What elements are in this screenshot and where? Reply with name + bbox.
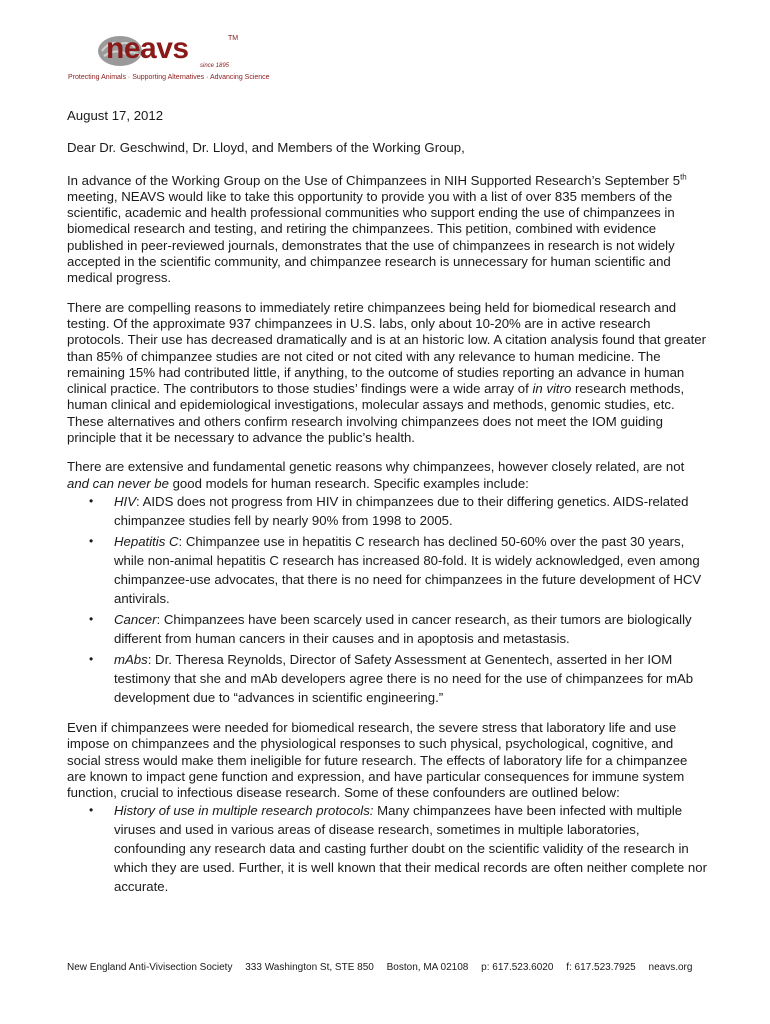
paragraph-2-text-a: There are compelling reasons to immediately retire chimpanzees being held for biomedical research and testing. Of the approximate 937 chimpanzees in U.S. labs, only about 10-20% are in active research protocols. Their use has decreased dramatically and is at an historic low. A citation analysis found that greater than 85% of chimpanzee studies are not cited or not cited with any relevance to human medicine. The remaining 15% had contributed little, if anything, to the outcome of studies reporting an advance in human clinical practice. The contributors to those studies’ findings were a wide array of	[67, 299, 706, 397]
confounders-list	[67, 801, 707, 896]
footer-fax: f: 617.523.7925	[566, 962, 636, 973]
paragraph-3	[67, 459, 707, 492]
list-item-text: Many chimpanzees have been infected with multiple viruses and used in various areas of disease research, sometimes in multiple laboratories, confounding any research data and casting further doubt on the scientific validity of the research in which they are used. Further, it is well known that their medical records are often neither complete nor accurate.	[114, 803, 707, 895]
logo-trademark: TM	[228, 35, 239, 42]
footer-phone: p: 617.523.6020	[481, 962, 554, 973]
list-item	[67, 801, 707, 896]
salutation: Dear Dr. Geschwind, Dr. Lloyd, and Members of the Working Group,	[67, 140, 465, 156]
paragraph-3-text-b: good models for human research. Specific examples include:	[168, 475, 529, 491]
logo-tagline: Protecting Animals · Supporting Alternatives · Advancing Science	[68, 74, 270, 81]
list-item	[67, 650, 707, 707]
list-item-label: History of use in multiple research protocols:	[114, 803, 374, 819]
letterhead-footer	[67, 962, 707, 973]
list-item-text: : Chimpanzee use in hepatitis C research has declined 50-60% over the past 30 years, while non-animal hepatitis C research has increased 80-fold. It is widely acknowledged, even among chimpanzee-use advocates, that there is no need for chimpanzees in the future development of HCV antivirals.	[114, 533, 702, 606]
ordinal-suffix: th	[680, 172, 687, 182]
footer-address: 333 Washington St, STE 850	[245, 962, 374, 973]
list-item-label: mAbs	[114, 651, 148, 667]
list-item	[67, 532, 707, 608]
list-item-text: : AIDS does not progress from HIV in chimpanzees due to their differing genetics. AIDS-related chimpanzee studies fell by nearly 90% from 1998 to 2005.	[114, 493, 689, 528]
footer-city: Boston, MA 02108	[386, 962, 469, 973]
footer-org: New England Anti-Vivisection Society	[67, 962, 233, 973]
paragraph-3-text-a: There are extensive and fundamental genetic reasons why chimpanzees, however closely related, are not	[67, 459, 685, 475]
logo-wordmark: neavs	[106, 32, 189, 65]
paragraph-2-text-b: research methods, human clinical and epidemiological investigations, molecular assays and methods, genomic studies, etc. These alternatives and others confirm research involving chimpanzees does not meet the IOM guiding principle that it be necessary to advance the public’s health.	[67, 381, 685, 446]
paragraph-1-text-a: In advance of the Working Group on the Use of Chimpanzees in NIH Supported Research’s September 5	[67, 172, 681, 188]
genetic-examples-list	[67, 492, 707, 707]
logo-since: since 1895	[200, 63, 230, 69]
list-item-text: : Chimpanzees have been scarcely used in cancer research, as their tumors are biologically different from human cancers in their causes and in apoptosis and metastasis.	[114, 611, 692, 646]
paragraph-2-italic: in vitro	[532, 381, 572, 397]
paragraph-1-text-b: meeting, NEAVS would like to take this opportunity to provide you with a list of over 835 members of the scientific, academic and health professional communities who support ending the use of chimpanzees in biomedical research and testing, and retiring the chimpanzees. This petition, combined with evidence published in peer-reviewed journals, demonstrates that the use of chimpanzees in research is not widely accepted in the scientific community, and chimpanzee research is unnecessary for human scientific and medical progress.	[67, 188, 675, 286]
neavs-logo	[68, 30, 278, 88]
list-item-label: Hepatitis C	[114, 533, 179, 549]
paragraph-2	[67, 300, 707, 447]
paragraph-3-italic: and can never be	[67, 475, 169, 491]
paragraph-4: Even if chimpanzees were needed for biomedical research, the severe stress that laboratory life and use impose on chimpanzees and the physiological responses to such physical, psychological, cognitive, and social stress would make them ineligible for future research. The effects of laboratory life for a chimpanzee are known to impact gene function and expression, and have particular consequences for immune system function, crucial to infectious disease research. Some of these confounders are outlined below:	[67, 719, 688, 801]
list-item-text: : Dr. Theresa Reynolds, Director of Safety Assessment at Genentech, asserted in her IOM testimony that she and mAb developers agree there is no need for the use of chimpanzees for mAb development due to “advances in scientific engineering.”	[114, 651, 694, 705]
paragraph-1	[67, 173, 707, 287]
list-item-label: Cancer	[114, 611, 157, 627]
list-item	[67, 610, 707, 648]
letter-date: August 17, 2012	[67, 108, 164, 123]
list-item-label: HIV	[114, 493, 136, 509]
footer-website[interactable]: neavs.org	[648, 962, 693, 973]
letter-body	[67, 108, 707, 909]
list-item	[67, 492, 707, 530]
